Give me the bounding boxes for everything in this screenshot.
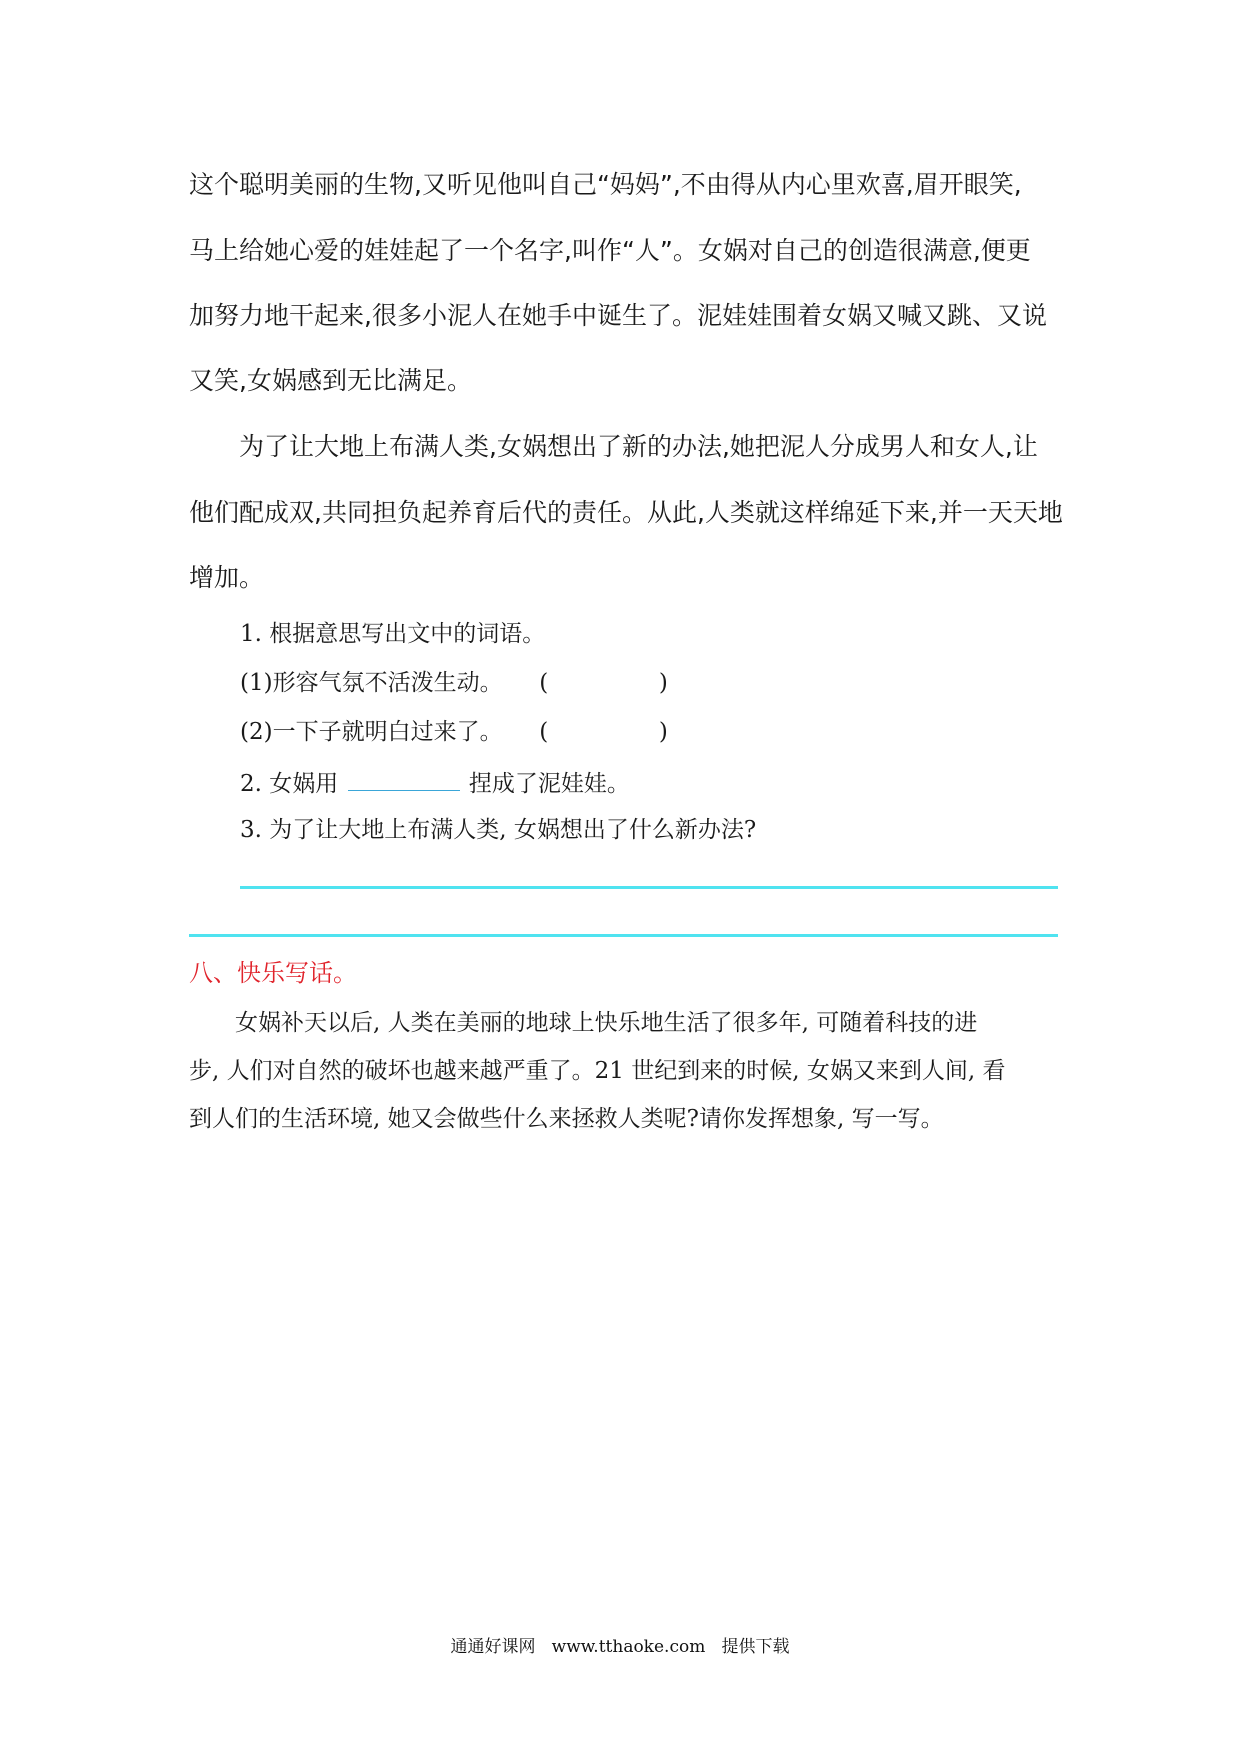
paren-close: ) (658, 719, 668, 745)
paren-open: ( (539, 719, 549, 745)
question-2 (240, 766, 630, 799)
paren-close: ) (658, 670, 668, 696)
question-1b-text: (2)一下子就明白过来了。 (240, 719, 503, 745)
question-2-suffix: 捏成了泥娃娃。 (468, 771, 630, 797)
question-1-title: 1. 根据意思写出文中的词语。 (240, 621, 546, 647)
prompt-line: 步, 人们对自然的破坏也越来越严重了。21 世纪到来的时候, 女娲又来到人间, 看 (189, 1058, 1006, 1084)
question-3-title: 3. 为了让大地上布满人类, 女娲想出了什么新办法? (240, 817, 757, 843)
prompt-line: 女娲补天以后, 人类在美丽的地球上快乐地生活了很多年, 可随着科技的进 (189, 1010, 978, 1036)
story-line: 他们配成双,共同担负起养育后代的责任。从此,人类就这样绵延下来,并一天天地 (189, 498, 1063, 527)
fill-blank-underline[interactable] (348, 766, 460, 791)
story-line: 这个聪明美丽的生物,又听见他叫自己“妈妈”,不由得从内心里欢喜,眉开眼笑, (189, 170, 1022, 199)
paren-open: ( (539, 670, 549, 696)
prompt-line: 到人们的生活环境, 她又会做些什么来拯救人类呢?请你发挥想象, 写一写。 (189, 1106, 944, 1132)
section-title: 八、快乐写话。 (189, 959, 357, 987)
question-2-prefix: 2. 女娲用 (240, 771, 339, 797)
question-1a-text: (1)形容气氛不活泼生动。 (240, 670, 503, 696)
story-line: 马上给她心爱的娃娃起了一个名字,叫作“人”。女娲对自己的创造很满意,便更 (189, 236, 1031, 265)
answer-line[interactable] (240, 886, 1058, 889)
story-line: 为了让大地上布满人类,女娲想出了新的办法,她把泥人分成男人和女人,让 (189, 432, 1038, 461)
answer-line[interactable] (189, 934, 1058, 937)
story-line: 增加。 (189, 563, 265, 592)
question-1a (240, 668, 668, 698)
footer-credit: 通通好课网 www.tthaoke.com 提供下载 (450, 1637, 790, 1657)
question-1b (240, 717, 668, 747)
story-line: 又笑,女娲感到无比满足。 (189, 366, 472, 395)
story-line: 加努力地干起来,很多小泥人在她手中诞生了。泥娃娃围着女娲又喊又跳、又说 (189, 301, 1047, 330)
